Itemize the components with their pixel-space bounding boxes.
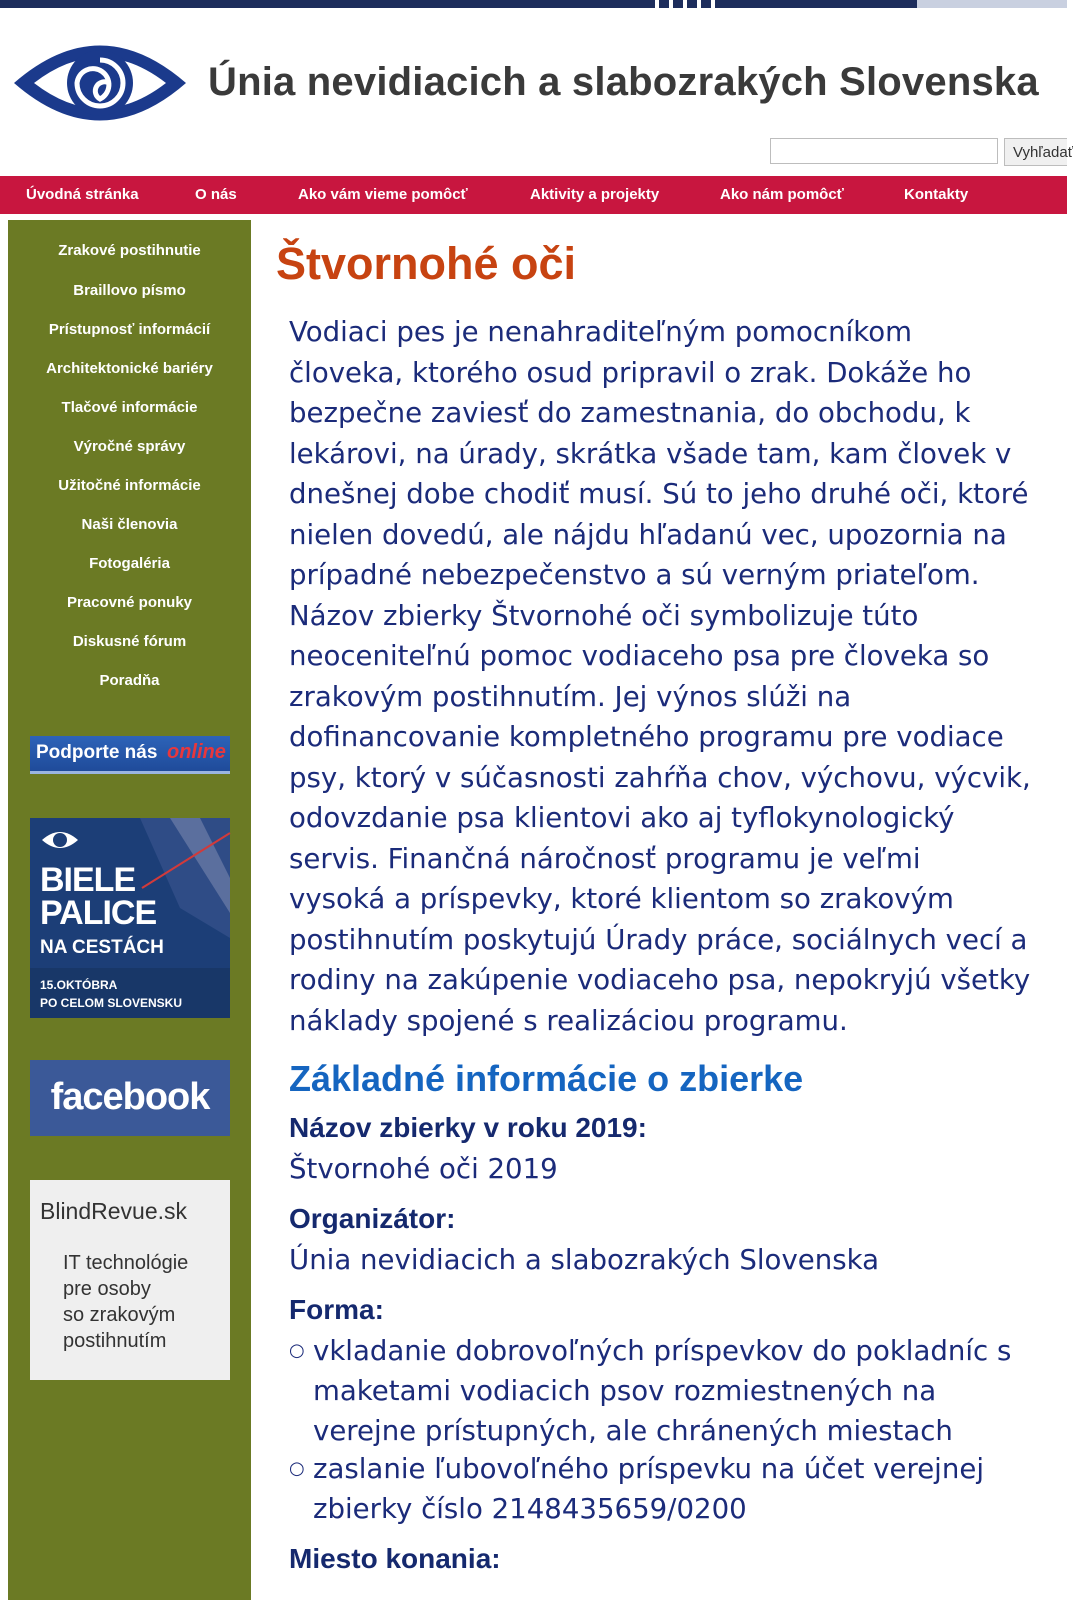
paragraph-line: zrakovým postihnutím. Jej výnos slúži na [289,679,852,713]
sidebar-item-diskusne-forum[interactable]: Diskusné fórum [72,633,187,650]
biele-palice-line3: NA CESTÁCH [40,937,164,958]
blindrevue-banner[interactable] [30,1180,230,1380]
paragraph-line: vysoká a príspevky, ktoré klientom so zrakovým [289,882,954,915]
nav-o-nas[interactable]: O nás [195,186,237,203]
name-value: Štvornohé oči 2019 [289,1152,558,1185]
organizer-label: Organizátor: [289,1203,456,1234]
nav-kontakty[interactable]: Kontakty [904,186,969,203]
paragraph-line: neoceniteľnú pomoc vodiaceho psa pre človeka so [289,639,990,672]
organizer-value: Únia nevidiacich a slabozrakých Slovenska [289,1243,880,1276]
biele-palice-line2: PALICE [40,894,157,932]
biele-palice-line4: 15.OKTÓBRA [40,978,118,992]
blindrevue-desc-line: IT technológie [63,1252,189,1274]
sidebar-item-pracovne-ponuky[interactable]: Pracovné ponuky [66,594,193,611]
paragraph-line: nielen dovedú, ale nájdu hľadanú vec, upozornia na [289,517,1007,551]
list-item-line: maketami vodiacich psov rozmiestnených na [313,1374,937,1407]
biele-palice-line5: PO CELOM SLOVENSKU [40,996,183,1010]
paragraph-line: Názov zbierky Štvornohé oči symbolizuje túto [289,598,919,632]
facebook-banner-text: facebook [50,1076,210,1118]
nav-ako-nam-pomoct[interactable]: Ako nám pomôcť [720,186,844,203]
intro-paragraph [289,312,1029,1041]
sidebar-item-nasi-clenovia[interactable]: Naši členovia [81,516,178,533]
sidebar-item-zrakove-postihnutie[interactable]: Zrakové postihnutie [58,242,201,259]
search-button[interactable]: Vyhľadať [1004,138,1067,166]
list-item-line: zbierky číslo 2148435659/0200 [313,1492,747,1525]
place-label: Miesto konania: [289,1543,501,1574]
list-item-line: verejne prístupných, ale chránených miestach [313,1414,953,1447]
biele-palice-banner[interactable] [30,818,230,1018]
nav-uvodna-stranka[interactable]: Úvodná stránka [26,186,139,203]
sidebar-item-tlacove-informacie[interactable]: Tlačové informácie [61,399,198,416]
top-strip [0,0,1067,8]
search-input[interactable] [770,138,998,164]
paragraph-line: odovzdanie psa klientovi ako aj tyflokynologický [289,801,955,834]
support-online-banner[interactable] [30,736,230,774]
paragraph-line: dnešnej dobe chodiť musí. Sú to jeho druhé oči, ktoré [289,477,1029,510]
support-banner-accent: online [167,741,226,763]
paragraph-line: prípadné nebezpečenstvo a sú verným priateľom. [289,558,980,591]
top-strip-right [917,0,1067,8]
support-banner-text: Podporte nás [36,742,158,763]
name-label: Názov zbierky v roku 2019: [289,1112,647,1143]
sidebar-item-vyrocne-spravy[interactable]: Výročné správy [73,438,186,455]
paragraph-line: servis. Finančná náročnosť programu je veľmi [289,841,921,875]
union-logo-icon[interactable] [10,26,190,141]
sidebar-item-uzitocne-informacie[interactable]: Užitočné informácie [58,477,201,494]
paragraph-line: rodiny na zakúpenie vodiaceho psa, nepokryjú všetky [289,963,1031,996]
paragraph-line: dofinancovanie kompletného programu pre vodiace [289,720,1004,753]
sidebar-item-architektonicke-bariery[interactable]: Architektonické bariéry [46,360,213,377]
paragraph-line: človeka, ktorého osud pripravil o zrak. Dokáže ho [289,355,972,389]
blindrevue-desc-line: pre osoby [63,1278,151,1300]
sidebar-item-braillovo-pismo[interactable]: Braillovo písmo [73,282,186,299]
sidebar-item-fotogaleria[interactable]: Fotogaléria [89,555,170,572]
blindrevue-desc-line: so zrakovým [63,1304,176,1326]
blindrevue-title: BlindRevue.sk [40,1198,188,1224]
paragraph-line: lekárovi, na úrady, skrátka všade tam, kam človek v [289,436,1012,470]
nav-ako-vam-vieme-pomoct[interactable]: Ako vám vieme pomôcť [298,186,468,203]
paragraph-line: postihnutím poskytujú Úrady práce, sociálnych vecí a [289,922,1028,956]
list-item-line: vkladanie dobrovoľných príspevkov do pokladníc s [313,1334,1012,1367]
main-nav [0,176,1067,214]
biele-palice-line1: BIELE [40,861,136,899]
blindrevue-desc-line: postihnutím [63,1330,167,1352]
top-strip-pattern [655,0,715,8]
sidebar-item-pristupnost-informacii[interactable]: Prístupnosť informácií [48,321,211,338]
list-item-line: zaslanie ľubovoľného príspevku na účet verejnej [313,1452,984,1485]
paragraph-line: Vodiaci pes je nenahraditeľným pomocníkom [289,315,913,348]
paragraph-line: náklady spojené s realizáciou programu. [289,1003,848,1037]
form-label: Forma: [289,1294,384,1325]
bullet-circle-icon: ○ [289,1340,305,1361]
site-header [0,8,1073,176]
bullet-circle-icon: ○ [289,1458,305,1479]
info-heading: Základné informácie o zbierke [289,1058,804,1099]
paragraph-line: psy, ktorý v súčasnosti zahŕňa chov, výchovu, výcvik, [289,760,1031,794]
sidebar-item-poradna[interactable]: Poradňa [99,672,160,689]
facebook-banner[interactable] [30,1060,230,1136]
paragraph-line: bezpečne zaviesť do zamestnania, do obchodu, k [289,396,971,429]
site-title[interactable]: Únia nevidiacich a slabozrakých Slovenska [208,60,1039,104]
nav-aktivity-a-projekty[interactable]: Aktivity a projekty [530,186,660,203]
page-title: Štvornohé oči [276,238,577,289]
